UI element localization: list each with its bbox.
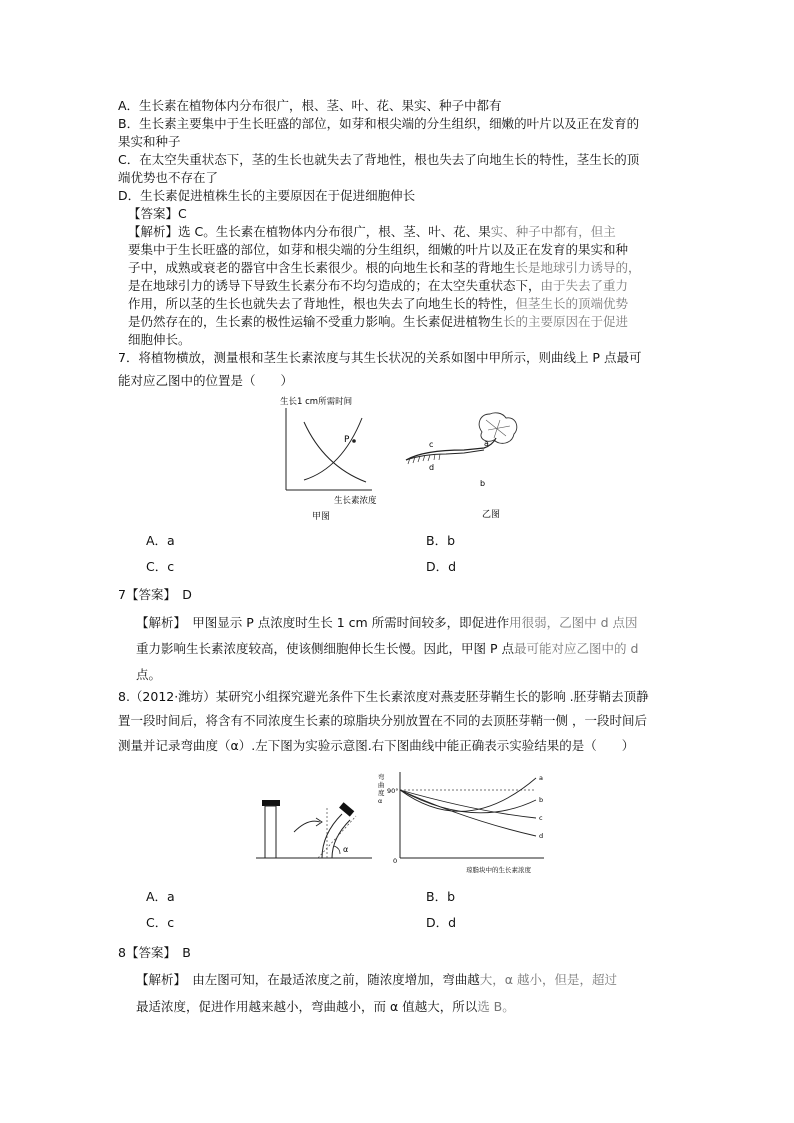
- chart-origin: 0: [393, 857, 398, 865]
- curve-d: [400, 790, 536, 836]
- q6-exp-1a: 【解析】选 C。生长素在植物体内分布很广，根、茎、叶、花、果: [128, 224, 491, 239]
- q7-option-d: D．d: [426, 559, 457, 574]
- jia-caption: 甲图: [312, 512, 331, 522]
- chart-y-label-2: 曲: [378, 781, 385, 789]
- q6-answer: 【答案】C: [128, 206, 187, 221]
- q6-explanation-line7: 细胞伸长。: [128, 332, 191, 347]
- chart-x-label: 琼脂块中的生长素浓度: [466, 866, 531, 874]
- jia-point-label: P: [344, 435, 350, 445]
- q7-exp-1a: 【解析】 甲图显示 P 点浓度时生长 1 cm 所需时间较多，即促进作: [136, 615, 510, 630]
- q6-exp-5b: 但茎生长的顶端优势: [515, 296, 629, 311]
- q8-exp-1a: 【解析】 由左图可知，在最适浓度之前，随浓度增加，弯曲越: [136, 972, 480, 987]
- q8-exp-2b: 选 B。: [477, 999, 515, 1014]
- q8-option-b: B．b: [426, 889, 456, 904]
- chart-label-c: c: [539, 814, 543, 822]
- jia-point-p: [352, 439, 356, 443]
- q8-option-a: A．a: [146, 889, 175, 904]
- chart-y-label-1: 弯: [378, 773, 385, 781]
- q6-exp-4a: 是在地球引力的诱导下导致生长素分布不均匀造成的；在太空失重状态下，: [128, 278, 541, 293]
- q6-exp-5a: 作用，所以茎的生长也就失去了背地性，根也失去了向地生长的特性，: [128, 296, 516, 311]
- q8-stem-line2: 置一段时间后，将含有不同浓度生长素的琼脂块分别放置在不同的去顶胚芽鞘一侧 ，一段时间后: [118, 713, 647, 728]
- chart-y-label-4: α: [378, 797, 383, 805]
- chart-label-d: d: [539, 832, 544, 840]
- chart-y-90: 90°: [387, 787, 399, 795]
- q6-option-c-line1: C．在太空失重状态下，茎的生长也就失去了背地性，根也失去了向地生长的特性，茎生长的顶: [118, 152, 640, 167]
- q6-exp-1b: 实、种子中都有，但主: [490, 224, 616, 239]
- q7-option-b: B．b: [426, 533, 456, 548]
- q6-exp-3a: 子中，成熟或衰老的器官中含生长素很少。根的向地生长和茎的背地生: [128, 260, 516, 275]
- q7-option-c: C．c: [146, 559, 175, 574]
- q6-explanation-line2: 要集中于生长旺盛的部位，如芽和根尖端的分生组织，细嫩的叶片以及正在发育的果实和种: [128, 242, 629, 257]
- q8-stem-line3: 测量并记录弯曲度（α）.左下图为实验示意图.右下图曲线中能正确表示实验结果的是（ ）: [118, 738, 635, 753]
- q8-explanation-line2: [136, 998, 515, 1016]
- chart-label-b: b: [539, 796, 544, 804]
- jia-curve-stem: [304, 418, 362, 480]
- q6-option-a: A．生长素在植物体内分布很广，根、茎、叶、花、果实、种子中都有: [118, 98, 502, 113]
- q6-exp-6a: 是仍然存在的，生长素的极性运输不受重力影响。生长素促进植物生: [128, 314, 504, 329]
- coleoptile-intact: [265, 806, 276, 858]
- q7-stem-line1: 7．将植物横放，测量根和茎生长素浓度与其生长状况的关系如图中甲所示，则曲线上 P 点最可: [118, 350, 642, 365]
- curve-c: [400, 790, 536, 818]
- q6-exp-3b: 长是地球引力诱导的，: [515, 260, 641, 275]
- q8-experiment-diagram: [256, 796, 372, 862]
- q6-explanation-line3: [128, 259, 641, 277]
- yi-leaf-veins: [486, 420, 510, 438]
- q8-result-chart: [378, 768, 556, 878]
- agar-block-top: [262, 800, 280, 806]
- q6-exp-6b: 长的主要原因在于促进: [503, 314, 629, 329]
- q6-option-c-line2: 端优势也不存在了: [118, 170, 219, 185]
- jia-y-axis-label: 生长1 cm所需时间: [280, 397, 353, 407]
- q7-explanation-line3: 点。: [136, 667, 162, 682]
- q7-exp-1b: 用很弱，乙图中 d 点因: [509, 615, 638, 630]
- yi-label-c: c: [429, 440, 434, 449]
- q6-option-b-line1: B．生长素主要集中于生长旺盛的部位，如芽和根尖端的分生组织，细嫩的叶片以及正在发育的: [118, 116, 640, 131]
- q7-explanation-line2: [136, 640, 638, 658]
- q7-exp-2b: 最可能对应乙图中的 d: [514, 641, 639, 656]
- q6-option-d: D．生长素促进植株生长的主要原因在于促进细胞伸长: [118, 188, 416, 203]
- q8-option-c: C．c: [146, 915, 175, 930]
- q6-exp-4b: 由于失去了重力: [540, 278, 629, 293]
- q8-explanation-line1: [136, 971, 617, 989]
- q8-answer: 8【答案】 B: [118, 945, 191, 960]
- yi-label-d: d: [429, 463, 435, 472]
- q8-option-d: D．d: [426, 915, 457, 930]
- q6-explanation-line4: [128, 277, 628, 295]
- q6-option-b-line2: 果实和种子: [118, 134, 181, 149]
- jia-x-axis-label: 生长素浓度: [334, 496, 377, 506]
- q6-explanation-line1: [128, 223, 616, 241]
- alpha-label: α: [343, 845, 349, 854]
- q8-exp-1b: 大，α 越小，但是，超过: [479, 972, 617, 987]
- chart-y-label-3: 度: [378, 789, 385, 797]
- yi-caption: 乙图: [482, 510, 501, 520]
- q7-figure-yi: [402, 410, 526, 522]
- q6-explanation-line5: [128, 295, 628, 313]
- yi-label-a: a: [484, 439, 489, 448]
- q7-figure-jia: [276, 394, 388, 524]
- q7-answer: 7【答案】 D: [118, 587, 192, 602]
- process-arrow: [294, 821, 320, 832]
- q7-stem-line2: 能对应乙图中的位置是（ ）: [118, 373, 294, 388]
- q7-option-a: A．a: [146, 533, 175, 548]
- q7-explanation-line1: [136, 614, 638, 632]
- q8-exp-2a: 最适浓度，促进作用越来越小，弯曲越小，而 α 值越大，所以: [136, 999, 478, 1014]
- q7-exp-2a: 重力影响生长素浓度较高，使该侧细胞伸长生长慢。因此，甲图 P 点: [136, 641, 514, 656]
- q8-stem-line1: 8.（2012·潍坊）某研究小组探究避光条件下生长素浓度对燕麦胚芽鞘生长的影响 .胚芽鞘去顶静: [118, 689, 649, 704]
- q6-explanation-line6: [128, 313, 628, 331]
- curve-a: [400, 778, 536, 811]
- yi-label-b: b: [480, 479, 486, 488]
- angle-reference: [318, 816, 356, 858]
- chart-label-a: a: [539, 774, 543, 782]
- alpha-arc: [334, 846, 340, 854]
